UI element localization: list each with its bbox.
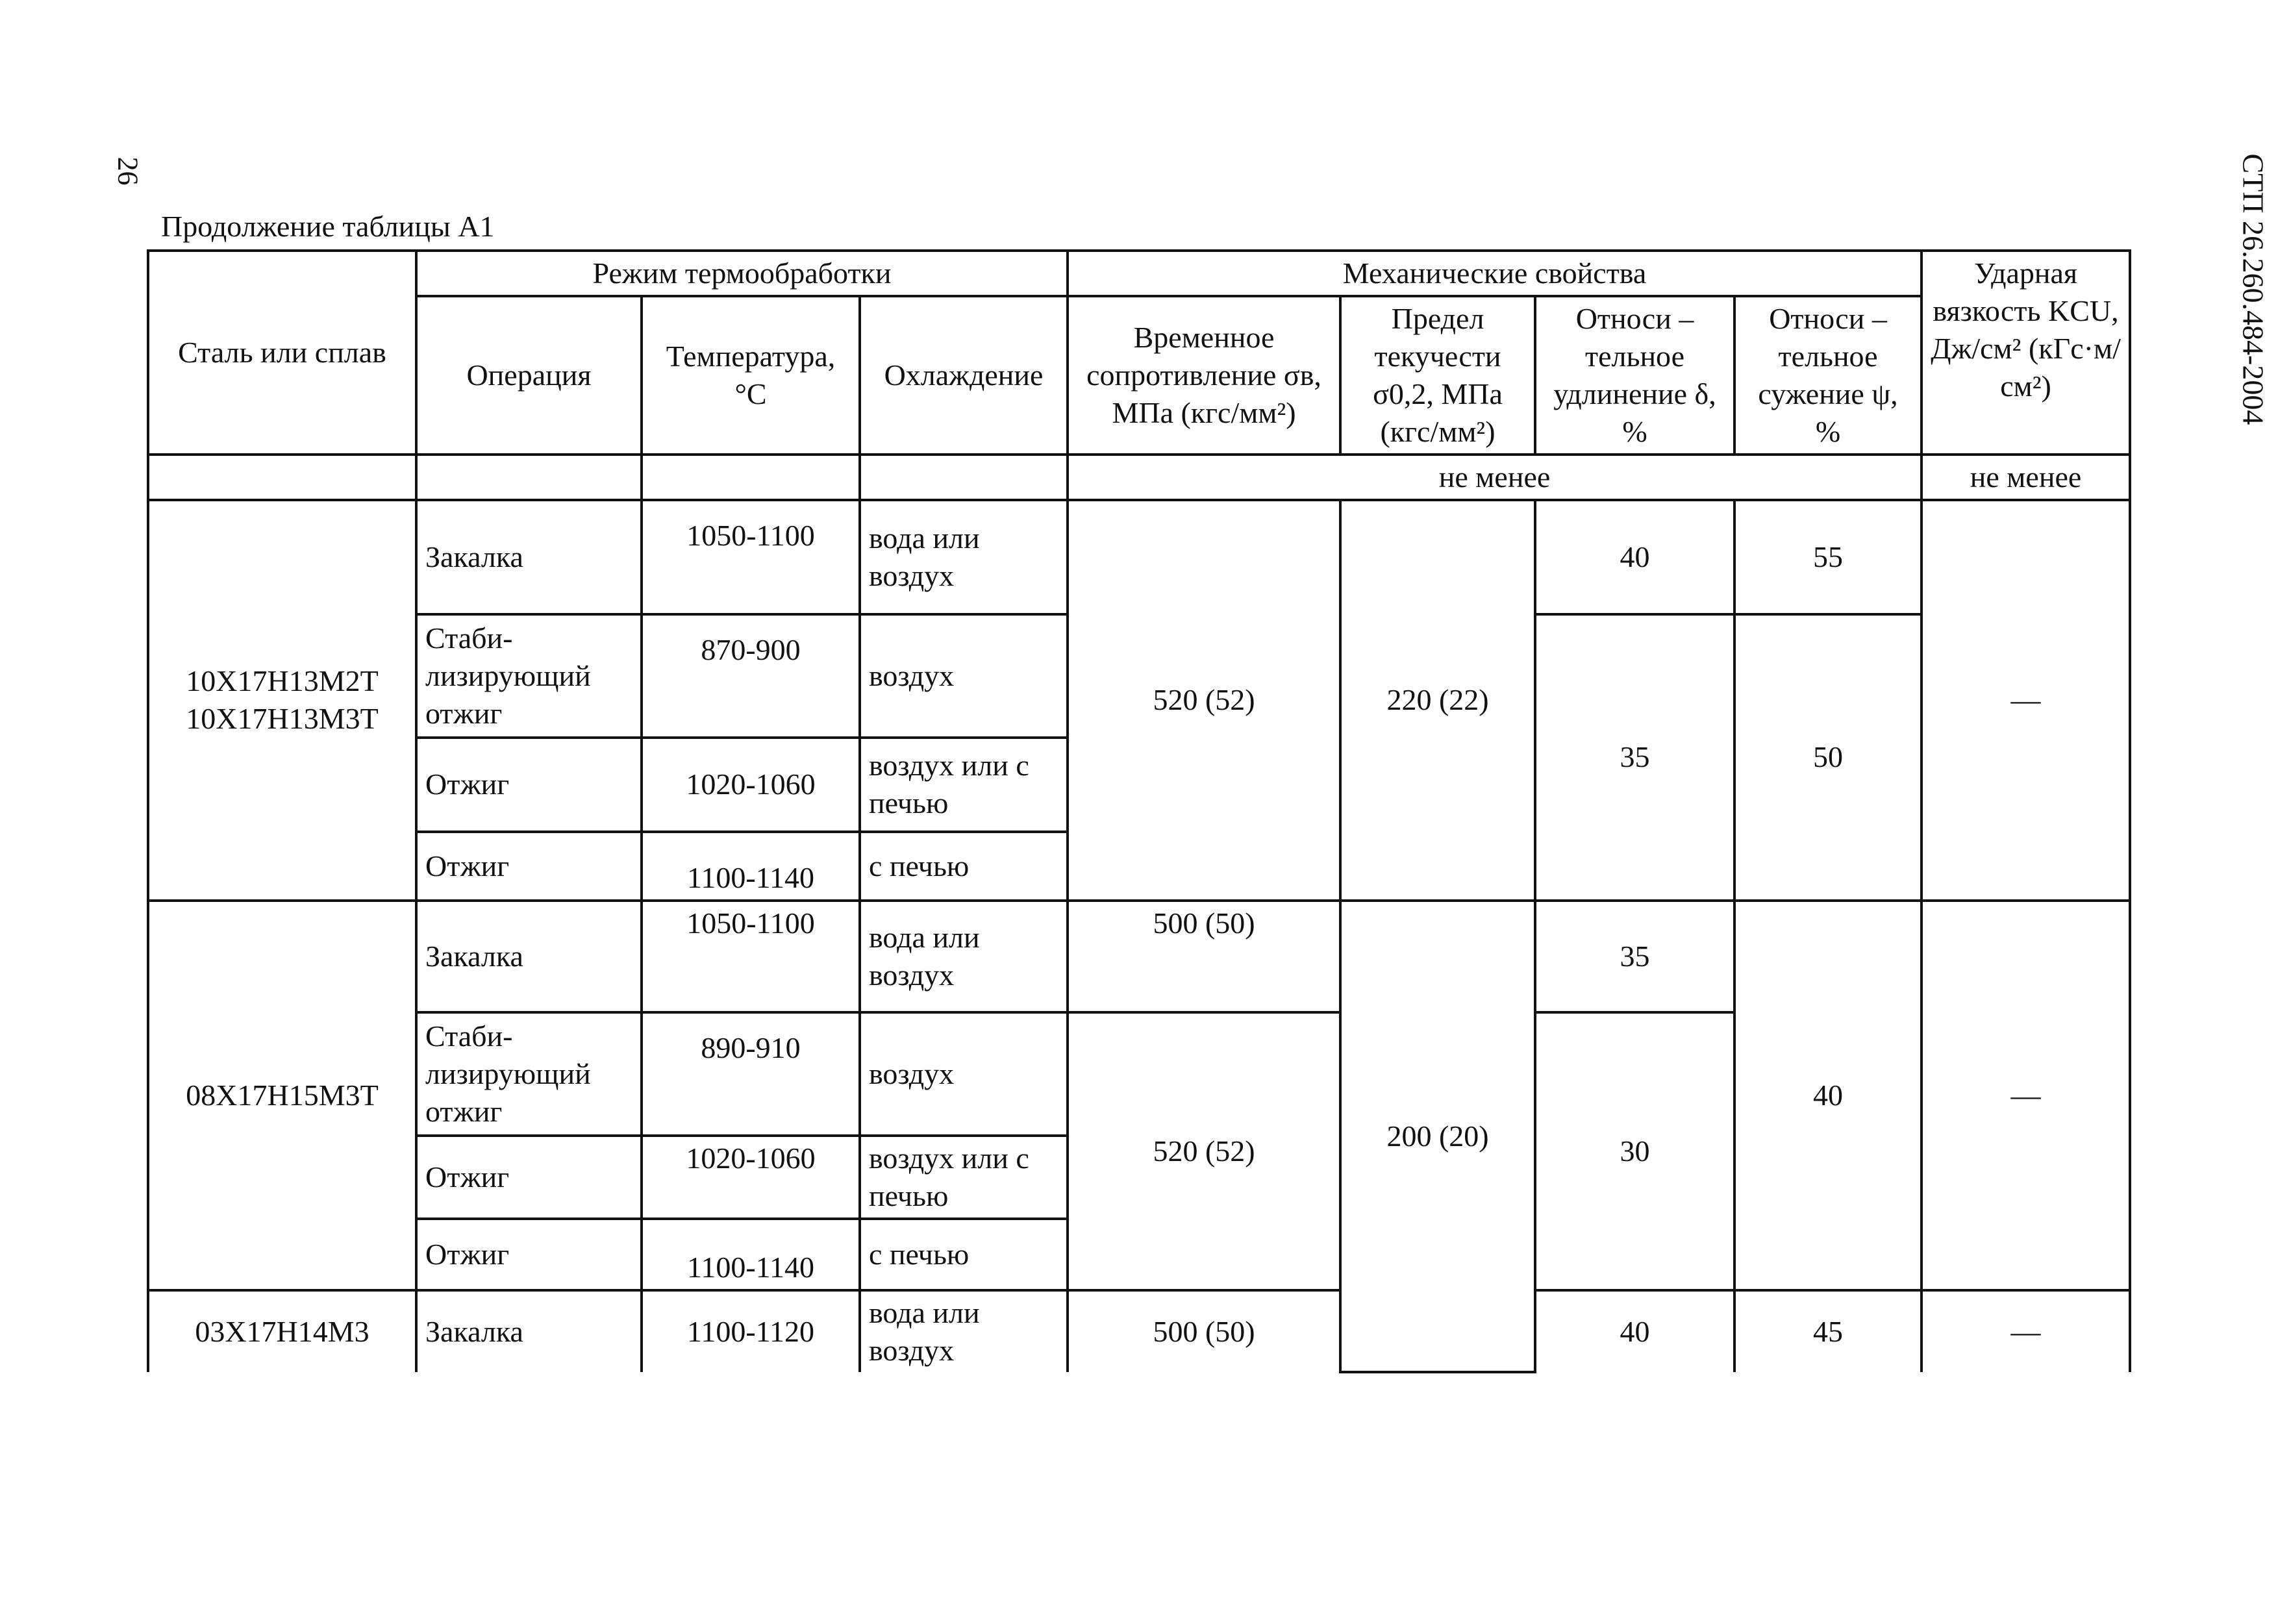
operation-cell: Отжиг	[416, 1219, 642, 1290]
reduction-cell: 45	[1734, 1290, 1921, 1372]
header-operation: Операция	[416, 296, 642, 455]
temperature-cell: 1100-1140	[642, 1219, 860, 1290]
elongation-cell: 40	[1535, 500, 1734, 614]
header-steel: Сталь или сплав	[148, 251, 416, 455]
reduction-cell: 50	[1734, 614, 1921, 901]
tensile-cell: 500 (50)	[1068, 1290, 1340, 1372]
header-row-3	[148, 455, 2130, 500]
table-row	[148, 901, 2130, 1012]
cooling-cell: вода или воздух	[860, 500, 1068, 614]
operation-cell: Закалка	[416, 500, 642, 614]
temperature-cell: 1050-1100	[642, 500, 860, 614]
impact-cell: —	[1921, 500, 2130, 901]
temperature-cell: 890-910	[642, 1012, 860, 1136]
operation-cell: Отжиг	[416, 1136, 642, 1219]
steel-grade: 08Х17Н15М3Т	[148, 901, 416, 1290]
operation-cell: Стаби-лизирующий отжиг	[416, 614, 642, 738]
cooling-cell: воздух или с печью	[860, 738, 1068, 832]
elongation-cell: 35	[1535, 901, 1734, 1012]
header-reduction: Относи – тельное сужение ψ, %	[1734, 296, 1921, 455]
temperature-cell: 1020-1060	[642, 738, 860, 832]
elongation-cell: 30	[1535, 1012, 1734, 1290]
temperature-cell: 870-900	[642, 614, 860, 738]
cooling-cell: воздух	[860, 1012, 1068, 1136]
operation-cell: Стаби-лизирующий отжиг	[416, 1012, 642, 1136]
header-not-less-impact: не менее	[1921, 455, 2130, 500]
header-impact: Ударная вязкость KCU, Дж/см² (кГс·м/см²)	[1921, 251, 2130, 455]
steel-grade: 03Х17Н14М3	[148, 1290, 416, 1372]
operation-cell: Отжиг	[416, 738, 642, 832]
tensile-cell: 520 (52)	[1068, 500, 1340, 901]
cooling-cell: воздух или с печью	[860, 1136, 1068, 1219]
table-row	[148, 500, 2130, 614]
operation-cell: Закалка	[416, 901, 642, 1012]
header-not-less-mech: не менее	[1068, 455, 1921, 500]
tensile-cell: 520 (52)	[1068, 1012, 1340, 1290]
table-caption: Продолжение таблицы А1	[161, 210, 495, 243]
cooling-cell: вода или воздух	[860, 1290, 1068, 1372]
cooling-cell: с печью	[860, 1219, 1068, 1290]
temperature-cell: 1100-1120	[642, 1290, 860, 1372]
elongation-cell: 40	[1535, 1290, 1734, 1372]
steel-grade: 10Х17Н13М2Т 10Х17Н13М3Т	[148, 500, 416, 901]
header-temperature: Температура, °С	[642, 296, 860, 455]
header-tensile: Временное сопротивление σв, МПа (кгс/мм²)	[1068, 296, 1340, 455]
cooling-cell: воздух	[860, 614, 1068, 738]
properties-table	[147, 249, 2131, 1373]
temperature-cell: 1050-1100	[642, 901, 860, 1012]
temperature-cell: 1020-1060	[642, 1136, 860, 1219]
table-row	[148, 1290, 2130, 1372]
header-mechanical: Механические свойства	[1068, 251, 1921, 296]
elongation-cell: 35	[1535, 614, 1734, 901]
yield-cell: 200 (20)	[1340, 901, 1535, 1372]
header-elongation: Относи – тельное удлинение δ, %	[1535, 296, 1734, 455]
header-row-2	[148, 296, 2130, 455]
cooling-cell: с печью	[860, 832, 1068, 901]
tensile-cell: 500 (50)	[1068, 901, 1340, 1012]
header-cooling: Охлаждение	[860, 296, 1068, 455]
cooling-cell: вода или воздух	[860, 901, 1068, 1012]
header-heat-treatment: Режим термообработки	[416, 251, 1068, 296]
document-code: СТП 26.260.484-2004	[2236, 153, 2270, 425]
operation-cell: Закалка	[416, 1290, 642, 1372]
operation-cell: Отжиг	[416, 832, 642, 901]
impact-cell: —	[1921, 1290, 2130, 1372]
page-number: 26	[112, 156, 144, 186]
header-row-1	[148, 251, 2130, 296]
yield-cell: 220 (22)	[1340, 500, 1535, 901]
impact-cell: —	[1921, 901, 2130, 1290]
header-yield: Предел текучести σ0,2, МПа (кгс/мм²)	[1340, 296, 1535, 455]
temperature-cell: 1100-1140	[642, 832, 860, 901]
reduction-cell: 55	[1734, 500, 1921, 614]
reduction-cell: 40	[1734, 901, 1921, 1290]
